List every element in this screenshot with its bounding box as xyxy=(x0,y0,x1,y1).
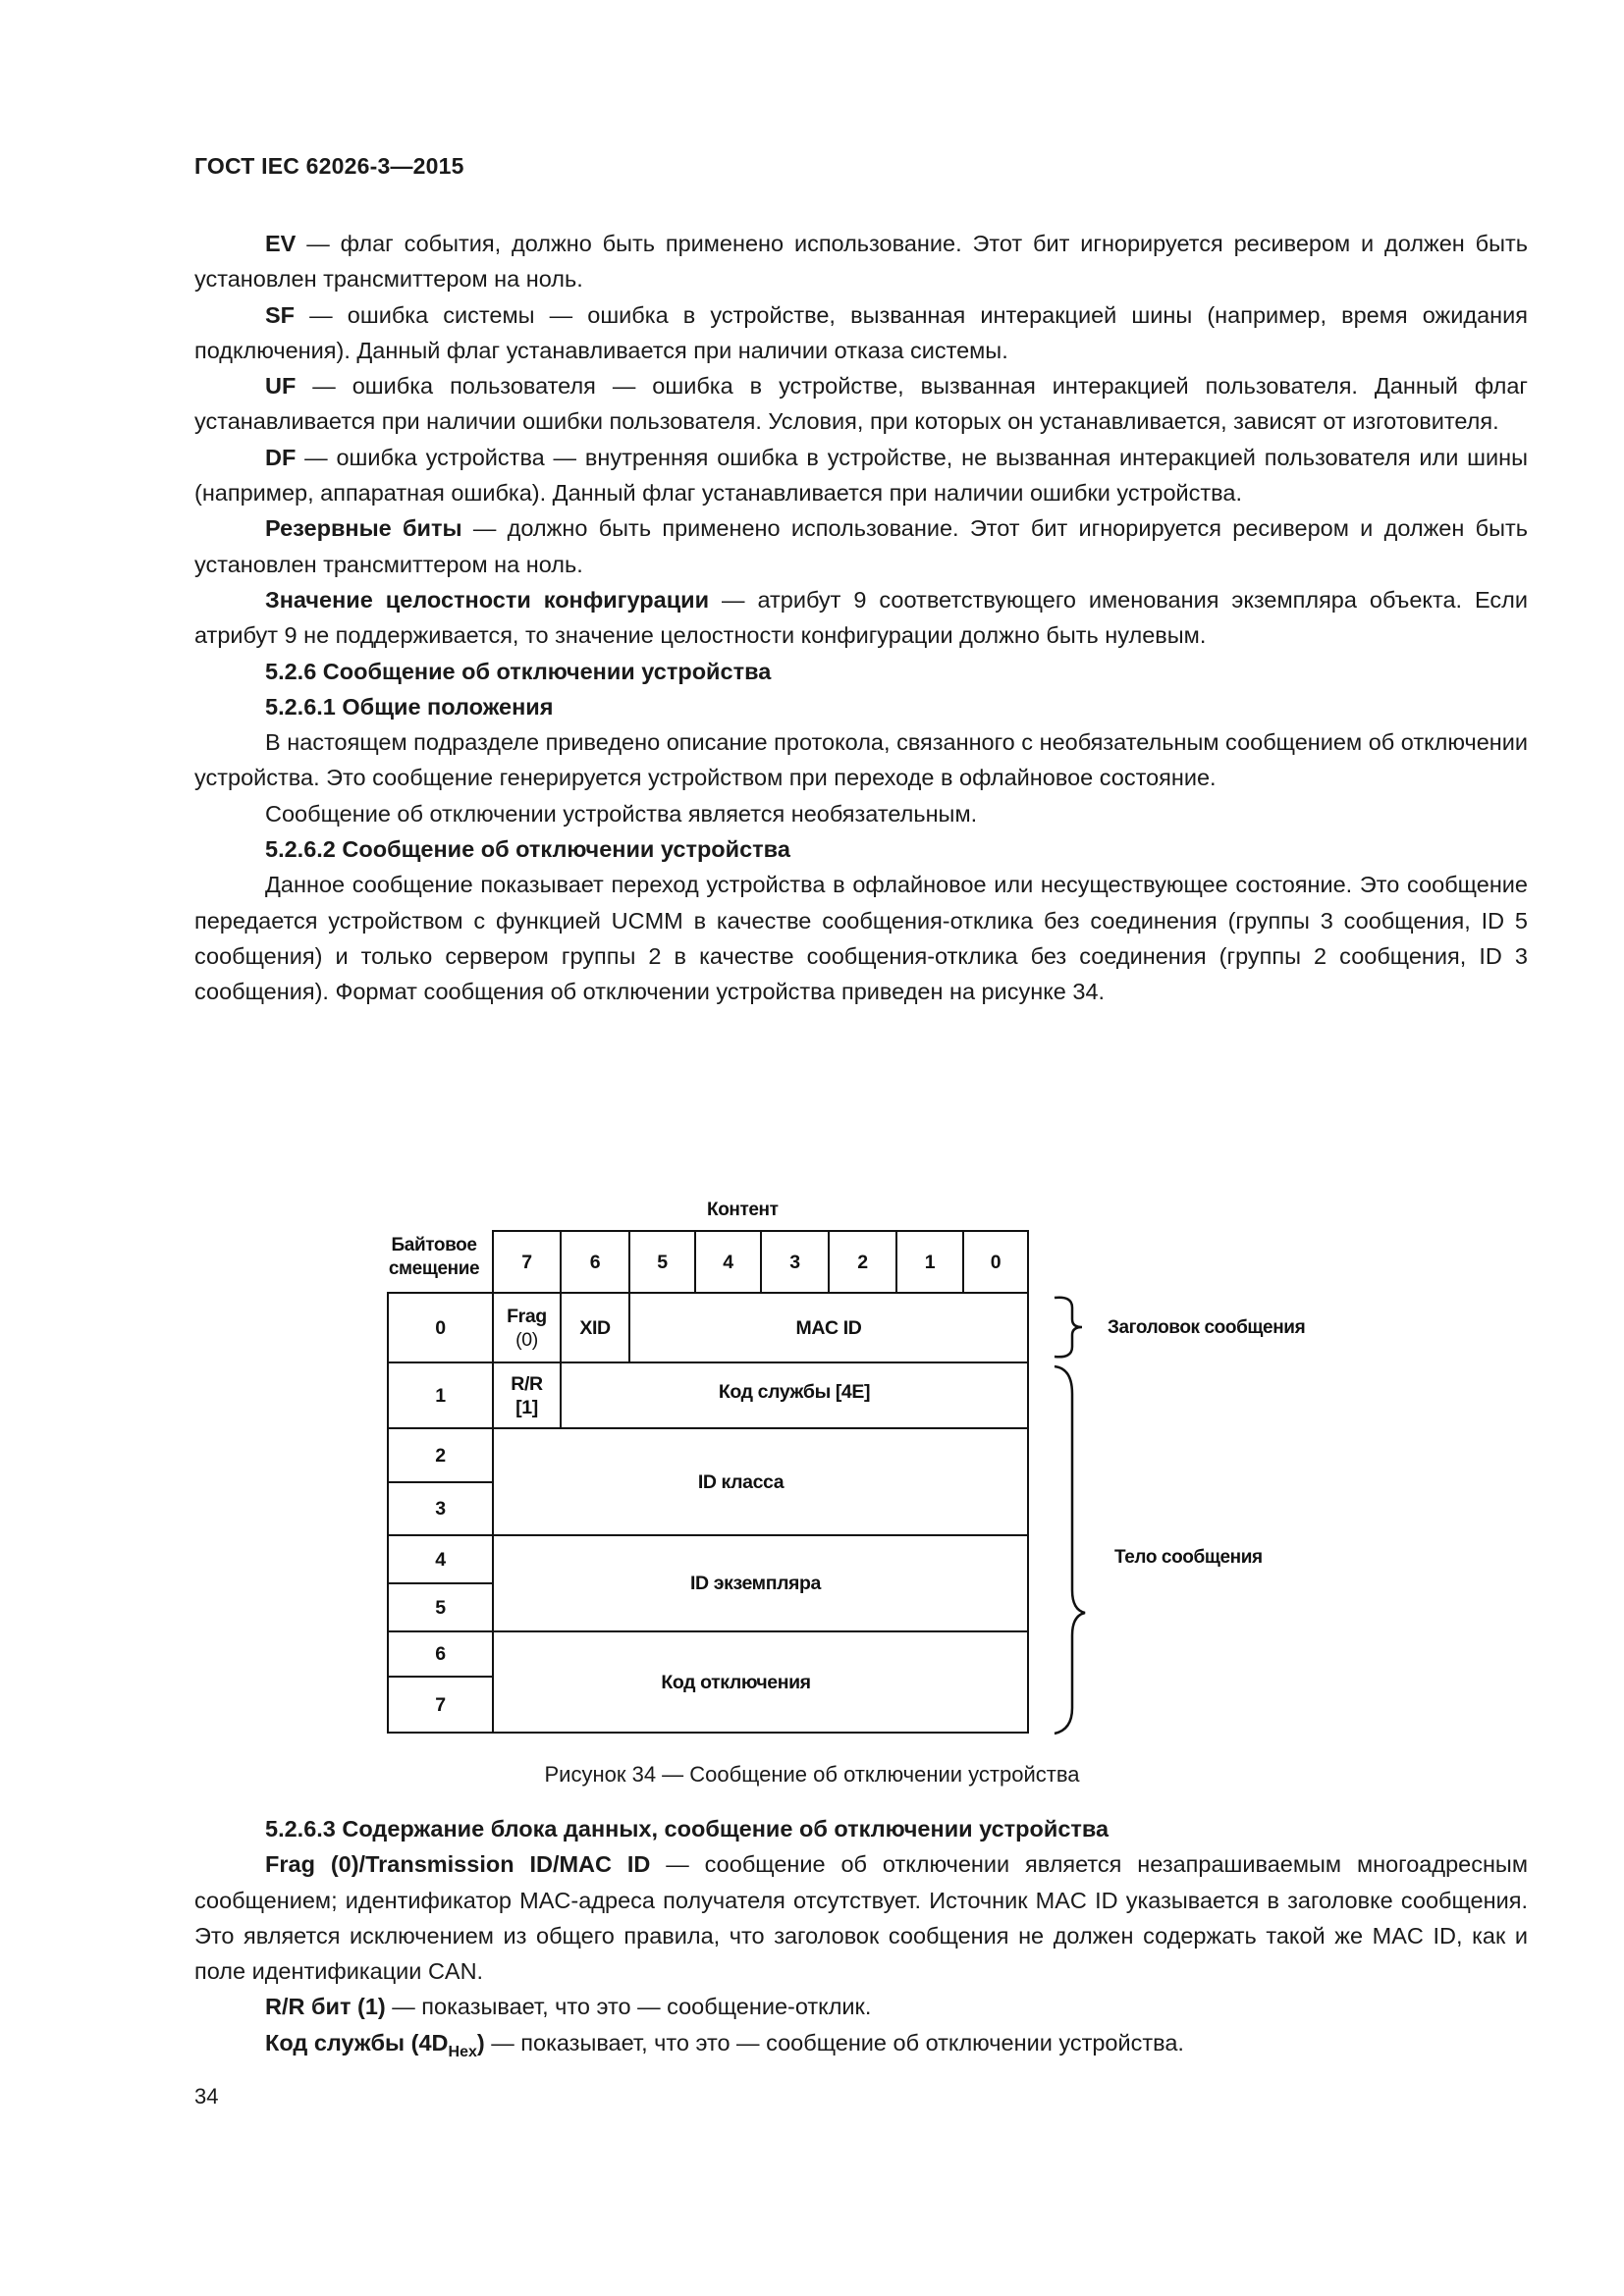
figure-caption: Рисунок 34 — Сообщение об отключении устройства xyxy=(544,1762,1080,1787)
body-brace-label: Тело сообщения xyxy=(1114,1547,1263,1568)
term-main: Код службы (4D xyxy=(265,2029,449,2056)
field-class-id: ID класса xyxy=(492,1427,1029,1536)
definition-text: — ошибка пользователя — ошибка в устройстве, вызванная интеракцией пользователя. Данный флаг устанавливается при наличии ошибки пользователя. Условия, при которых он устанавливается, зависят от изготовителя. xyxy=(194,373,1528,435)
term: UF xyxy=(265,373,297,400)
paragraph: В настоящем подразделе приведено описание протокола, связанного с необязательным сообщением об отключении устройства. Это сообщение генерируется устройством при переходе в офлайновое состояние. xyxy=(194,729,1528,791)
term: SF xyxy=(265,301,296,328)
byte-offset-label xyxy=(385,1234,483,1281)
bit-header-6: 6 xyxy=(560,1230,630,1294)
term: Резервные биты xyxy=(265,515,462,542)
term: EV xyxy=(265,231,297,256)
bit-header-1: 1 xyxy=(895,1230,964,1294)
byte-offset-0: 0 xyxy=(387,1292,494,1363)
section-heading-5-2-6-3: 5.2.6.3 Содержание блока данных, сообщение об отключении устройства xyxy=(265,1816,1110,1842)
definition-df xyxy=(194,440,1528,511)
bit-header-5: 5 xyxy=(628,1230,696,1294)
field-shutdown-code: Код отключения xyxy=(492,1630,1029,1734)
bit-header-3: 3 xyxy=(760,1230,830,1294)
field-rr-value: [1] xyxy=(515,1396,538,1418)
definition-reserved-bits xyxy=(194,510,1528,582)
term: Значение целостности конфигурации xyxy=(265,586,710,613)
byte-offset-1: 1 xyxy=(387,1362,494,1429)
term: R/R бит (1) xyxy=(265,1994,386,2020)
definition-sf xyxy=(194,297,1528,369)
body-brace-icon xyxy=(1053,1364,1092,1737)
page-number: 34 xyxy=(194,2084,219,2109)
byte-offset-7: 7 xyxy=(387,1676,494,1734)
field-request-response xyxy=(492,1362,562,1429)
definition-text: — показывает, что это — сообщение-отклик. xyxy=(385,1994,872,2020)
definition-rr-bit xyxy=(194,1989,1528,2024)
paragraph: Данное сообщение показывает переход устройства в офлайновое или несуществующее состояние. Это сообщение передается устройством с функцией UCMM в качестве сообщения-отклика без соединения (группы 3 сообщения, ID 5 сообщения) и только сервером группы 2 в качестве сообщения-отклика без соединения (группы 2 сообщения, ID 3 сообщения). Формат сообщения об отключении устройства приведен на рисунке 34. xyxy=(194,872,1528,1005)
definition-ev xyxy=(194,226,1528,297)
section-heading-5-2-6: 5.2.6 Сообщение об отключении устройства xyxy=(265,658,772,684)
byte-offset-3: 3 xyxy=(387,1481,494,1536)
section-heading-5-2-6-1: 5.2.6.1 Общие положения xyxy=(265,693,554,720)
paragraph: Сообщение об отключении устройства является необязательным. xyxy=(265,800,978,827)
bit-header-7: 7 xyxy=(492,1230,562,1294)
field-instance-id: ID экземпляра xyxy=(492,1534,1029,1632)
body-text-top xyxy=(194,226,1528,1010)
field-rr-label: R/R xyxy=(511,1372,543,1395)
header-brace-label: Заголовок сообщения xyxy=(1108,1317,1306,1338)
field-mac-id: MAC ID xyxy=(628,1292,1029,1363)
field-frag-label: Frag xyxy=(507,1305,547,1327)
definition-text: — флаг события, должно быть применено использование. Этот бит игнорируется ресивером и должен быть установлен трансмиттером на ноль. xyxy=(194,231,1528,293)
byte-offset-2: 2 xyxy=(387,1427,494,1483)
term-close: ) xyxy=(476,2029,485,2056)
body-text-bottom xyxy=(194,1811,1528,2060)
definition-config-integrity xyxy=(194,582,1528,654)
field-xid: XID xyxy=(560,1292,630,1363)
definition-text: — ошибка системы — ошибка в устройстве, вызванная интеракцией шины (например, время ожидания подключения). Данный флаг устанавливается при наличии отказа системы. xyxy=(194,301,1528,363)
byte-offset-label-line1: Байтовое xyxy=(391,1235,477,1255)
term-subscript: Hex xyxy=(448,2043,477,2060)
definition-service-code xyxy=(194,2025,1528,2060)
definition-uf xyxy=(194,368,1528,440)
bit-header-4: 4 xyxy=(694,1230,762,1294)
byte-offset-5: 5 xyxy=(387,1582,494,1632)
header-brace-icon xyxy=(1053,1296,1092,1359)
bit-header-0: 0 xyxy=(962,1230,1029,1294)
field-frag xyxy=(492,1292,562,1363)
byte-offset-4: 4 xyxy=(387,1534,494,1584)
byte-offset-6: 6 xyxy=(387,1630,494,1678)
definition-text: — показывает, что это — сообщение об отключении устройства. xyxy=(484,2029,1184,2056)
definition-text: — ошибка устройства — внутренняя ошибка в устройстве, не вызванная интеракцией пользователя или шины (например, аппаратная ошибка). Данный флаг устанавливается при наличии ошибки устройства. xyxy=(194,444,1528,507)
term: Frag (0)/Transmission ID/MAC ID xyxy=(265,1851,651,1878)
field-service-code: Код службы [4E] xyxy=(560,1362,1029,1429)
bit-header-2: 2 xyxy=(828,1230,897,1294)
definition-text: — должно быть применено использование. Этот бит игнорируется ресивером и должен быть установлен трансмиттером на ноль. xyxy=(194,515,1528,577)
definition-text: — атрибут 9 соответствующего именования экземпляра объекта. Если атрибут 9 не поддерживается, то значение целостности конфигурации должно быть нулевым. xyxy=(194,586,1528,649)
section-heading-5-2-6-2: 5.2.6.2 Сообщение об отключении устройства xyxy=(265,836,790,863)
term xyxy=(265,2029,485,2060)
document-code-header: ГОСТ IEC 62026-3—2015 xyxy=(194,153,464,179)
content-label: Контент xyxy=(707,1200,779,1220)
byte-offset-label-line2: смещение xyxy=(388,1258,480,1279)
definition-text: — сообщение об отключении является незапрашиваемым многоадресным сообщением; идентификатор MAC-адреса получателя отсутствует. Источник MAC ID указывается в заголовке сообщения. Это является исключением из общего правила, что заголовок сообщения не должен содержать такой же MAC ID, как и поле идентификации CAN. xyxy=(194,1851,1528,1985)
field-frag-value: (0) xyxy=(515,1328,538,1351)
term: DF xyxy=(265,444,297,470)
definition-frag-transmission-mac xyxy=(194,1846,1528,1989)
